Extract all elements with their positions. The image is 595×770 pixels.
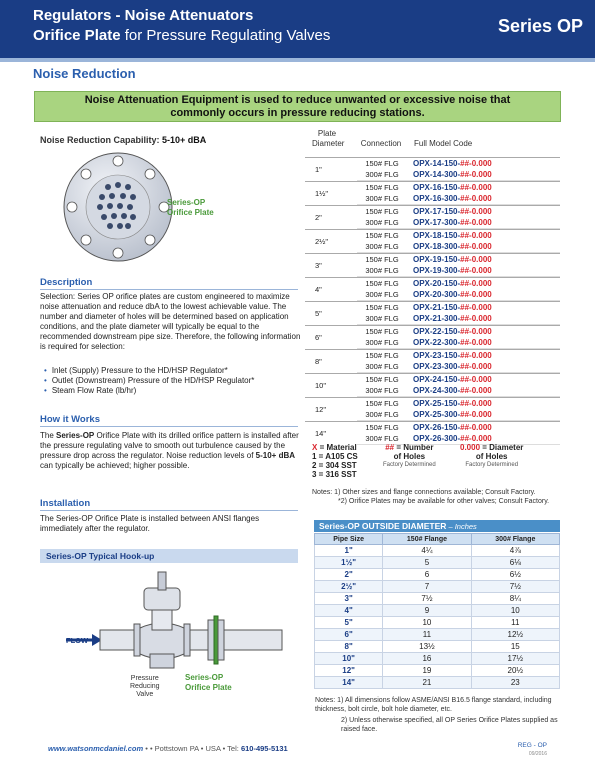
header-line2-bold: Orifice Plate <box>33 27 121 44</box>
table-row <box>305 409 560 421</box>
plate-diameter-cell: 2" <box>315 213 322 222</box>
pipe-size-cell: 2" <box>315 569 383 581</box>
col-connection: Connection <box>360 139 402 148</box>
flange-300-cell: 6½ <box>471 569 559 581</box>
model-code-suffix: ##-0.000 <box>460 290 492 299</box>
table-row <box>305 253 560 270</box>
pipe-size-cell: 3" <box>315 593 383 605</box>
how-heading: How it Works <box>40 414 298 427</box>
model-code-prefix: OPX-17-150- <box>413 207 461 216</box>
connection-cell: 300# FLG <box>365 386 399 395</box>
footer-tel: 610-495-5131 <box>240 744 288 753</box>
connection-cell: 150# FLG <box>365 207 399 216</box>
model-code-cell <box>413 434 492 443</box>
model-code-cell <box>413 423 492 432</box>
prv-label-2: Reducing <box>130 683 160 690</box>
table-row <box>305 241 560 253</box>
pipe-size-cell: 6" <box>315 629 383 641</box>
connection-cell: 300# FLG <box>365 434 399 443</box>
table-row <box>315 641 560 653</box>
flange-300-cell: 15 <box>471 641 559 653</box>
col-plate-diameter <box>312 129 345 149</box>
table-row <box>305 325 560 342</box>
connection-cell: 300# FLG <box>365 218 399 227</box>
op-label <box>185 673 232 693</box>
model-code-cell <box>413 290 492 299</box>
legend-d-key: 0.000 <box>460 443 481 452</box>
model-code-prefix: OPX-18-150- <box>413 231 461 240</box>
model-code-cell <box>413 255 492 264</box>
installation-text: The Series-OP Orifice Plate is installed between ANSI flanges immediately after the regulator. <box>40 514 260 533</box>
notes-2 <box>315 697 567 734</box>
flange-300-cell: 10 <box>471 605 559 617</box>
prv-label-3: Valve <box>136 691 154 698</box>
connection-cell: 150# FLG <box>365 279 399 288</box>
model-code-suffix: ##-0.000 <box>460 423 492 432</box>
flange-150-cell: 16 <box>383 653 471 665</box>
connection-cell: 150# FLG <box>365 351 399 360</box>
table-row <box>305 181 560 198</box>
table-row <box>305 277 560 294</box>
model-code-suffix: ##-0.000 <box>460 338 492 347</box>
model-code-prefix: OPX-23-150- <box>413 351 461 360</box>
op-label-2: Orifice Plate <box>185 683 232 692</box>
flange-300-cell: 20½ <box>471 665 559 677</box>
table-row <box>315 581 560 593</box>
table-row <box>305 169 560 181</box>
model-code-prefix: OPX-23-300- <box>413 362 461 371</box>
how-t3: Orifice Plate with its drilled orifice pattern is installed after the pressure regulating valve to smooth out turbulence caused by the pressure drop across the regulator. Noise reduction levels of <box>40 431 299 460</box>
model-code-suffix: ##-0.000 <box>460 159 492 168</box>
connection-cell: 300# FLG <box>365 290 399 299</box>
table-row <box>305 229 560 246</box>
model-code-suffix: ##-0.000 <box>460 399 492 408</box>
flange-150-cell: 11 <box>383 629 471 641</box>
model-code-cell <box>413 351 492 360</box>
h-plate2: Diameter <box>312 139 345 148</box>
flange-300-cell: 7½ <box>471 581 559 593</box>
prv-label-1: Pressure <box>130 675 159 682</box>
model-code-cell <box>413 303 492 312</box>
model-code-cell <box>413 279 492 288</box>
model-code-prefix: OPX-16-150- <box>413 183 461 192</box>
plate-diameter-cell: 10" <box>315 381 327 390</box>
connection-cell: 150# FLG <box>365 423 399 432</box>
table-row <box>315 593 560 605</box>
footer-ref <box>518 742 547 758</box>
model-code-prefix: OPX-21-150- <box>413 303 461 312</box>
flange-300-cell: 17½ <box>471 653 559 665</box>
how-t2: Series-OP <box>56 431 95 440</box>
series-title: Series OP <box>497 16 583 36</box>
table-row <box>305 301 560 318</box>
plate-diameter-cell: 1" <box>315 165 322 174</box>
connection-cell: 300# FLG <box>365 170 399 179</box>
table-row <box>315 545 560 557</box>
od-col-150: 150# Flange <box>383 534 471 545</box>
connection-cell: 150# FLG <box>365 159 399 168</box>
legend-d-label: = Diameter <box>480 443 524 452</box>
flange-150-cell: 10 <box>383 617 471 629</box>
model-code-prefix: OPX-25-300- <box>413 410 461 419</box>
flange-150-cell: 5 <box>383 557 471 569</box>
plate-diameter-cell: 12" <box>315 405 327 414</box>
model-code-prefix: OPX-19-300- <box>413 266 461 275</box>
description-text: Selection: Series OP orifice plates are custom engineered to maximize noise attenuation and reduce dbA to the lowest achievable value. The number and diameter of holes will be determined based on application conditions, and the plate diameter will typically be equal to the recommended downstream pipe size. Therefore, the following information is required for selection: <box>40 292 301 351</box>
connection-cell: 300# FLG <box>365 338 399 347</box>
legend-x-label: = Material <box>317 443 357 452</box>
table-row <box>315 557 560 569</box>
plate-diameter-cell: 2½" <box>315 237 329 246</box>
model-code-cell <box>413 266 492 275</box>
flange-150-cell: 21 <box>383 677 471 689</box>
pipe-size-cell: 14" <box>315 677 383 689</box>
flow-label: FLOW <box>66 636 89 645</box>
model-code-suffix: ##-0.000 <box>460 410 492 419</box>
legend-diameter <box>460 443 523 470</box>
model-code-suffix: ##-0.000 <box>460 386 492 395</box>
legend-x1: 1 = A105 CS <box>312 452 358 461</box>
table-row <box>305 337 560 349</box>
model-code-cell <box>413 170 492 179</box>
model-code-prefix: OPX-14-300- <box>413 170 461 179</box>
plate-diameter-cell: 6" <box>315 333 322 342</box>
flange-300-cell: 4⅞ <box>471 545 559 557</box>
model-code-suffix: ##-0.000 <box>460 231 492 240</box>
note2-1: Notes: 1) All dimensions follow ASME/ANSI B16.5 flange standard, including thickness, bolt circle, bolt hole diameter, etc. <box>315 697 552 713</box>
prv-label <box>130 675 160 699</box>
model-code-prefix: OPX-14-150- <box>413 159 461 168</box>
table-row <box>305 289 560 301</box>
flange-300-cell: 23 <box>471 677 559 689</box>
legend-h-l3: Factory Determined <box>383 462 436 468</box>
model-code-suffix: ##-0.000 <box>460 362 492 371</box>
model-code-suffix: ##-0.000 <box>460 303 492 312</box>
orifice-plate-illustration <box>62 151 174 263</box>
table-row <box>315 677 560 689</box>
table-row <box>305 421 560 438</box>
legend-holes <box>383 443 436 470</box>
table-row <box>315 653 560 665</box>
flange-150-cell: 13½ <box>383 641 471 653</box>
model-code-suffix: ##-0.000 <box>460 327 492 336</box>
model-code-prefix: OPX-24-300- <box>413 386 461 395</box>
note-2: *2) Orifice Plates may be available for other valves; Consult Factory. <box>338 498 550 505</box>
model-code-suffix: ##-0.000 <box>460 351 492 360</box>
page-header <box>0 0 595 58</box>
legend-h-label: = Number <box>394 443 434 452</box>
table-row <box>305 217 560 229</box>
model-code-suffix: ##-0.000 <box>460 434 492 443</box>
legend-x-key: X <box>312 443 318 452</box>
table-row <box>305 265 560 277</box>
model-code-prefix: OPX-20-300- <box>413 290 461 299</box>
table-row <box>315 629 560 641</box>
model-code-cell <box>413 207 492 216</box>
table-row <box>305 373 560 390</box>
h-plate1: Plate <box>317 129 337 138</box>
footer-version: 09/2016 <box>528 751 547 757</box>
model-code-prefix: OPX-19-150- <box>413 255 461 264</box>
plate-diameter-cell: 5" <box>315 309 322 318</box>
connection-cell: 150# FLG <box>365 231 399 240</box>
legend-d-l3: Factory Determined <box>465 462 519 468</box>
description-heading: Description <box>40 277 298 290</box>
model-code-suffix: ##-0.000 <box>460 218 492 227</box>
capability <box>40 135 206 145</box>
connection-cell: 300# FLG <box>365 314 399 323</box>
footer <box>48 744 288 753</box>
model-code-prefix: OPX-17-300- <box>413 218 461 227</box>
model-code-prefix: OPX-20-150- <box>413 279 461 288</box>
capability-label: Noise Reduction Capability: <box>40 135 160 145</box>
connection-cell: 300# FLG <box>365 266 399 275</box>
how-text <box>40 431 302 471</box>
list-item: • Outlet (Downstream) Pressure of the HD/HSP Regulator* <box>44 376 254 386</box>
op-label-1: Series-OP <box>185 673 224 682</box>
model-code-table <box>305 157 560 445</box>
model-code-cell <box>413 362 492 371</box>
how-t4: 5-10+ dBA <box>255 451 296 460</box>
header-line2 <box>33 27 330 44</box>
legend-h-l2: of Holes <box>393 452 426 461</box>
table-row <box>305 193 560 205</box>
table-row <box>315 617 560 629</box>
model-code-cell <box>413 159 492 168</box>
connection-cell: 150# FLG <box>365 399 399 408</box>
hookup-diagram <box>62 568 287 708</box>
connection-cell: 150# FLG <box>365 183 399 192</box>
connection-cell: 300# FLG <box>365 410 399 419</box>
flange-150-cell: 19 <box>383 665 471 677</box>
flange-300-cell: 12½ <box>471 629 559 641</box>
table-row <box>305 361 560 373</box>
model-code-prefix: OPX-25-150- <box>413 399 461 408</box>
model-code-suffix: ##-0.000 <box>460 207 492 216</box>
model-code-cell <box>413 218 492 227</box>
legend-x2: 2 = 304 SST <box>312 461 357 470</box>
model-code-suffix: ##-0.000 <box>460 279 492 288</box>
pipe-size-cell: 4" <box>315 605 383 617</box>
table-row <box>315 569 560 581</box>
footer-ref-code: REG - OP <box>517 742 547 749</box>
list-item: • Inlet (Supply) Pressure to the HD/HSP Regulator* <box>44 366 254 376</box>
legend-h-key: ## <box>385 443 395 452</box>
flange-150-cell: 9 <box>383 605 471 617</box>
hookup-title: Series-OP Typical Hook-up <box>40 549 298 563</box>
plate-label-1: Series-OP <box>167 198 206 207</box>
table-row <box>305 397 560 414</box>
connection-cell: 300# FLG <box>365 362 399 371</box>
plate-diameter-cell: 3" <box>315 261 322 270</box>
plate-diameter-cell: 1½" <box>315 189 329 198</box>
model-code-cell <box>413 399 492 408</box>
model-code-cell <box>413 231 492 240</box>
model-code-cell <box>413 183 492 192</box>
list-item: • Steam Flow Rate (lb/hr) <box>44 386 254 396</box>
legend-d-l2: of Holes <box>475 452 508 461</box>
flange-150-cell: 6 <box>383 569 471 581</box>
outside-diameter-table <box>314 533 560 689</box>
flange-150-cell: 4¼ <box>383 545 471 557</box>
plate-diameter-cell: 4" <box>315 285 322 294</box>
pipe-size-cell: 8" <box>315 641 383 653</box>
header-line1: Regulators - Noise Attenuators <box>33 7 254 24</box>
banner-line2: commonly occurs in pressure reducing stations. <box>170 107 425 119</box>
header-line2-rest: for Pressure Regulating Valves <box>120 27 331 44</box>
plate-diameter-cell: 8" <box>315 357 322 366</box>
connection-cell: 150# FLG <box>365 255 399 264</box>
model-code-suffix: ##-0.000 <box>460 183 492 192</box>
table-row <box>305 313 560 325</box>
connection-cell: 150# FLG <box>365 327 399 336</box>
model-code-cell <box>413 410 492 419</box>
model-code-prefix: OPX-22-150- <box>413 327 461 336</box>
plate-label-2: Orifice Plate <box>167 208 214 217</box>
how-t5: can typically be achieved; higher possible. <box>40 461 190 470</box>
model-code-suffix: ##-0.000 <box>460 242 492 251</box>
model-code-suffix: ##-0.000 <box>460 194 492 203</box>
model-code-cell <box>413 327 492 336</box>
pipe-size-cell: 1½" <box>315 557 383 569</box>
flange-300-cell: 8¼ <box>471 593 559 605</box>
model-code-suffix: ##-0.000 <box>460 375 492 384</box>
od-title-text: Series-OP OUTSIDE DIAMETER <box>319 521 447 531</box>
pipe-size-cell: 10" <box>315 653 383 665</box>
plate-diameter-cell: 14" <box>315 429 327 438</box>
model-code-prefix: OPX-26-150- <box>413 423 461 432</box>
model-code-prefix: OPX-16-300- <box>413 194 461 203</box>
note2-2: 2) Unless otherwise specified, all OP Series Orifice Plates supplied as raised face. <box>341 717 558 733</box>
model-code-cell <box>413 338 492 347</box>
pipe-size-cell: 2½" <box>315 581 383 593</box>
pipe-size-cell: 1" <box>315 545 383 557</box>
legend-x3: 3 = 316 SST <box>312 470 357 479</box>
col-model-code: Full Model Code <box>414 139 473 148</box>
table-row <box>315 665 560 677</box>
installation-heading: Installation <box>40 498 298 511</box>
model-code-suffix: ##-0.000 <box>460 314 492 323</box>
model-code-prefix: OPX-21-300- <box>413 314 461 323</box>
model-code-cell <box>413 314 492 323</box>
plate-label <box>167 198 214 218</box>
model-code-prefix: OPX-18-300- <box>413 242 461 251</box>
connection-cell: 300# FLG <box>365 194 399 203</box>
footer-sep: • • Pottstown PA • USA • Tel: <box>143 744 241 753</box>
note-1: Notes: 1) Other sizes and flange connections available; Consult Factory. <box>312 489 536 496</box>
info-banner <box>34 91 561 122</box>
section-title: Noise Reduction <box>33 66 136 81</box>
model-code-cell <box>413 194 492 203</box>
connection-cell: 150# FLG <box>365 375 399 384</box>
model-code-prefix: OPX-24-150- <box>413 375 461 384</box>
od-col-300: 300# Flange <box>471 534 559 545</box>
od-title-unit: – Inches <box>446 522 477 531</box>
capability-value: 5-10+ dBA <box>162 135 207 145</box>
model-code-suffix: ##-0.000 <box>460 170 492 179</box>
table-row <box>305 385 560 397</box>
table-row <box>305 157 560 174</box>
table-row <box>305 349 560 366</box>
table-row <box>315 605 560 617</box>
legend-material <box>312 443 358 479</box>
model-code-cell <box>413 375 492 384</box>
table-row <box>305 205 560 222</box>
od-col-pipe-size: Pipe Size <box>315 534 383 545</box>
connection-cell: 150# FLG <box>365 303 399 312</box>
header-stripe <box>0 58 595 62</box>
model-code-prefix: OPX-26-300- <box>413 434 461 443</box>
model-code-prefix: OPX-22-300- <box>413 338 461 347</box>
model-code-suffix: ##-0.000 <box>460 266 492 275</box>
flange-300-cell: 6⅛ <box>471 557 559 569</box>
requirements-list <box>44 366 254 396</box>
od-table-title <box>314 520 560 532</box>
model-code-cell <box>413 386 492 395</box>
model-code-suffix: ##-0.000 <box>460 255 492 264</box>
pipe-size-cell: 5" <box>315 617 383 629</box>
flange-300-cell: 11 <box>471 617 559 629</box>
connection-cell: 300# FLG <box>365 242 399 251</box>
model-code-cell <box>413 242 492 251</box>
pipe-size-cell: 12" <box>315 665 383 677</box>
flange-150-cell: 7 <box>383 581 471 593</box>
footer-url[interactable]: www.watsonmcdaniel.com <box>48 744 144 753</box>
flange-150-cell: 7½ <box>383 593 471 605</box>
how-t1: The <box>40 431 57 440</box>
notes <box>312 488 549 506</box>
banner-line1: Noise Attenuation Equipment is used to reduce unwanted or excessive noise that <box>84 94 511 106</box>
